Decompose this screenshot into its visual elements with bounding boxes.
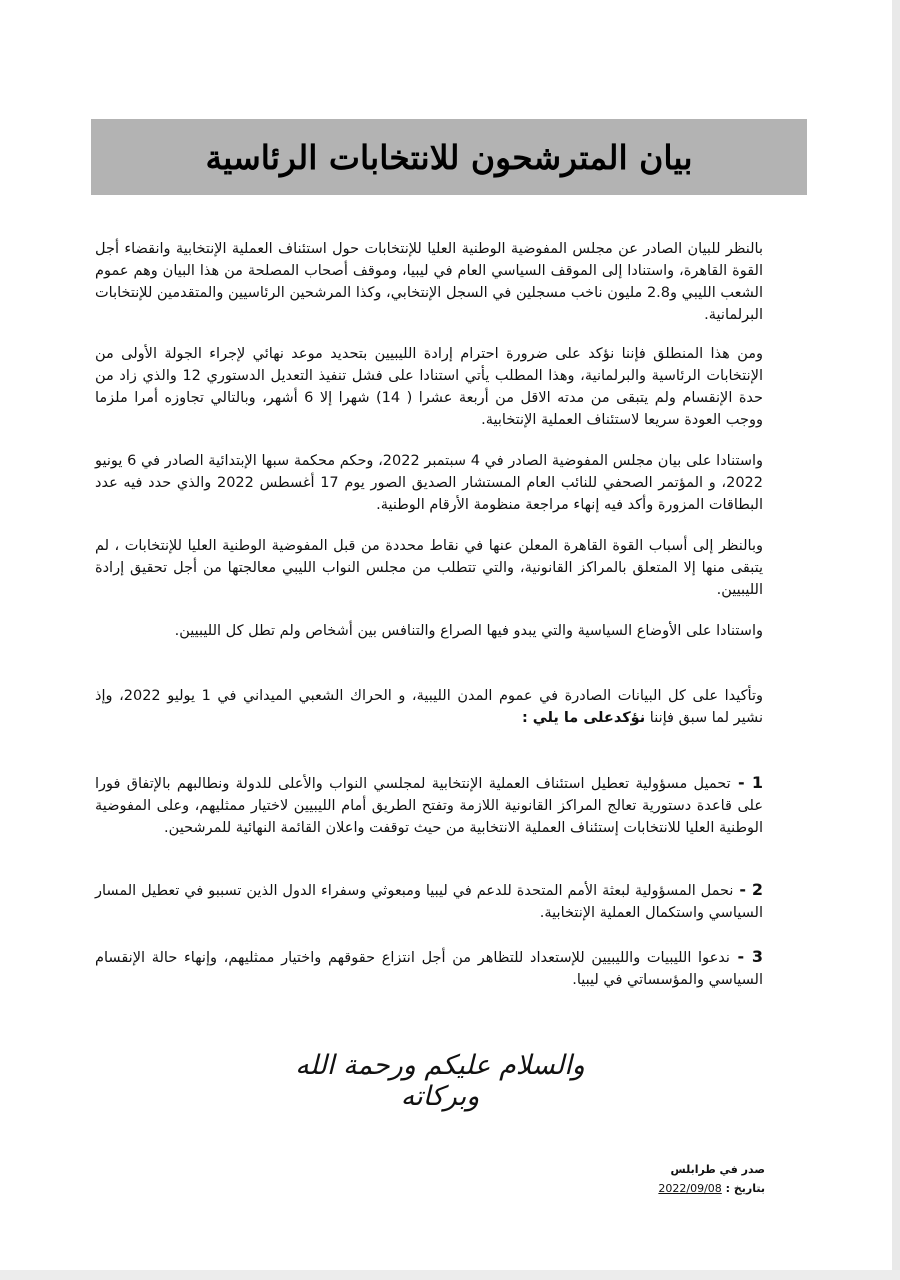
item-number: 2 [751,880,763,899]
list-item: 2 - نحمل المسؤولية لبعثة الأمم المتحدة للدعم في ليبيا ومبعوثي وسفراء الدول الذين تسببو في تعطيل المسار السياسي واستكمال العملية الإنتخابية. [95,880,763,921]
confirmation-text: وتأكيدا على كل البيانات الصادرة في عموم المدن الليبية، و الحراك الشعبي الميداني في 1 يوليو 2022، وإذ نشير لما سبق فإننا [95,688,763,726]
page-edge [892,0,900,1280]
confirmation-paragraph [95,685,763,729]
page-bottom-edge [0,1270,900,1280]
item-text: تحميل مسؤولية تعطيل استئناف العملية الإنتخابية لمجلسي النواب والأعلى للدولة ونطالبهم بالإتفاق فورا على قاعدة دستورية تعالج المراكز القانونية اللازمة وتفتح الطريق أمام الليبيين لاختيار ممثليهم، وعلى المفوضية الوطنية العليا للانتخابات إستئناف العملية الانتخابية من حيث توقفت واعلان القائمة النهائية للمرشحين. [95,776,763,836]
paragraph-3: واستنادا على بيان مجلس المفوضية الصادر في 4 سبتمبر 2022، وحكم محكمة سبها الإبتدائية الصادر في 6 يونيو 2022، و المؤتمر الصحفي للنائب العام المستشار الصديق الصور يوم 17 أغسطس 2022 والذي حدد فيه عدد البطاقات المزورة وأكد فيه إنهاء مراجعة منظومة الأرقام الوطنية. [95,453,764,513]
paragraph-5: واستنادا على الأوضاع السياسية والتي يبدو فيها الصراع والتنافس بين أشخاص ولم تطل كل الليبيين. [174,623,763,639]
date-value: 2022/09/08 [658,1182,722,1195]
list-item: 1 - تحميل مسؤولية تعطيل استئناف العملية الإنتخابية لمجلسي النواب والأعلى للدولة ونطالبهم بالإتفاق فورا على قاعدة دستورية تعالج المراكز القانونية اللازمة وتفتح الطريق أمام الليبيين لاختيار ممثليهم، وعلى المفوضية الوطنية العليا للانتخابات إستئناف العملية الانتخابية من حيث توقفت واعلان القائمة النهائية للمرشحين. [95,773,764,836]
closing-salutation: والسلام عليكم ورحمة الله وبركاته [295,1050,585,1112]
issued-date [600,1182,765,1195]
issued-place: صدر في طرابلس [670,1163,765,1176]
item-text: نحمل المسؤولية لبعثة الأمم المتحدة للدعم في ليبيا ومبعوثي وسفراء الدول الذين تسببو في تعطيل المسار السياسي واستكمال العملية الإنتخابية. [95,883,763,921]
paragraph-2: ومن هذا المنطلق فإننا نؤكد على ضرورة احترام إرادة الليبيين بتحديد موعد نهائي لإجراء الجولة الأولى من الإنتخابات الرئاسية والبرلمانية، وهذا المطلب يأتي استنادا على فشل تنفيذ التعديل الدستوري 12 والذي زاد من حدة الإنقسام ولم يتبقى من مدته الاقل من أربعة عشرا ( 14) شهرا إلا 6 أشهر، وبالتالي تجاوزه أمرا ملزما ووجب العودة سريعا لاستئناف العملية الإنتخابية. [95,346,763,428]
paragraph-4: وبالنظر إلى أسباب القوة القاهرة المعلن عنها في نقاط محددة من قبل المفوضية الوطنية العليا للإنتخابات ، لم يتبقى منها إلا المتعلق بالمراكز القانونية، والتي تتطلب من مجلس النواب الليبي معالجتها من أجل تحقيق إرادة الليبيين. [95,538,763,598]
paragraph-1: بالنظر للبيان الصادر عن مجلس المفوضية الوطنية العليا للإنتخابات حول استئناف العملية الإنتخابية وانقضاء أجل القوة القاهرة، واستنادا إلى الموقف السياسي العام في ليبيا، وموقف أصحاب المصلحة من هذا البيان وهم عموم الشعب الليبي و2.8 مليون ناخب مسجلين في السجل الإنتخابي، وكذا المرشحين الرئاسيين والمتقدمين للإنتخابات البرلمانية. [95,241,764,323]
item-text: ندعوا الليبيات والليبيين للإستعداد للتظاهر من أجل انتزاع حقوقهم واختيار ممثليهم، وإنهاء حالة الإنقسام السياسي والمؤسساتي في ليبيا. [95,950,763,988]
document-title: بيان المترشحون للانتخابات الرئاسية [205,137,693,177]
confirmation-bold: نؤكدعلى ما يلي : [521,710,646,726]
item-number: 3 [751,947,763,966]
title-banner [91,119,807,195]
item-number: 1 [751,773,764,792]
date-label: بتاريخ : [725,1182,765,1195]
list-item: 3 - ندعوا الليبيات والليبيين للإستعداد للتظاهر من أجل انتزاع حقوقهم واختيار ممثليهم، وإنهاء حالة الإنقسام السياسي والمؤسساتي في ليبيا. [95,947,763,988]
